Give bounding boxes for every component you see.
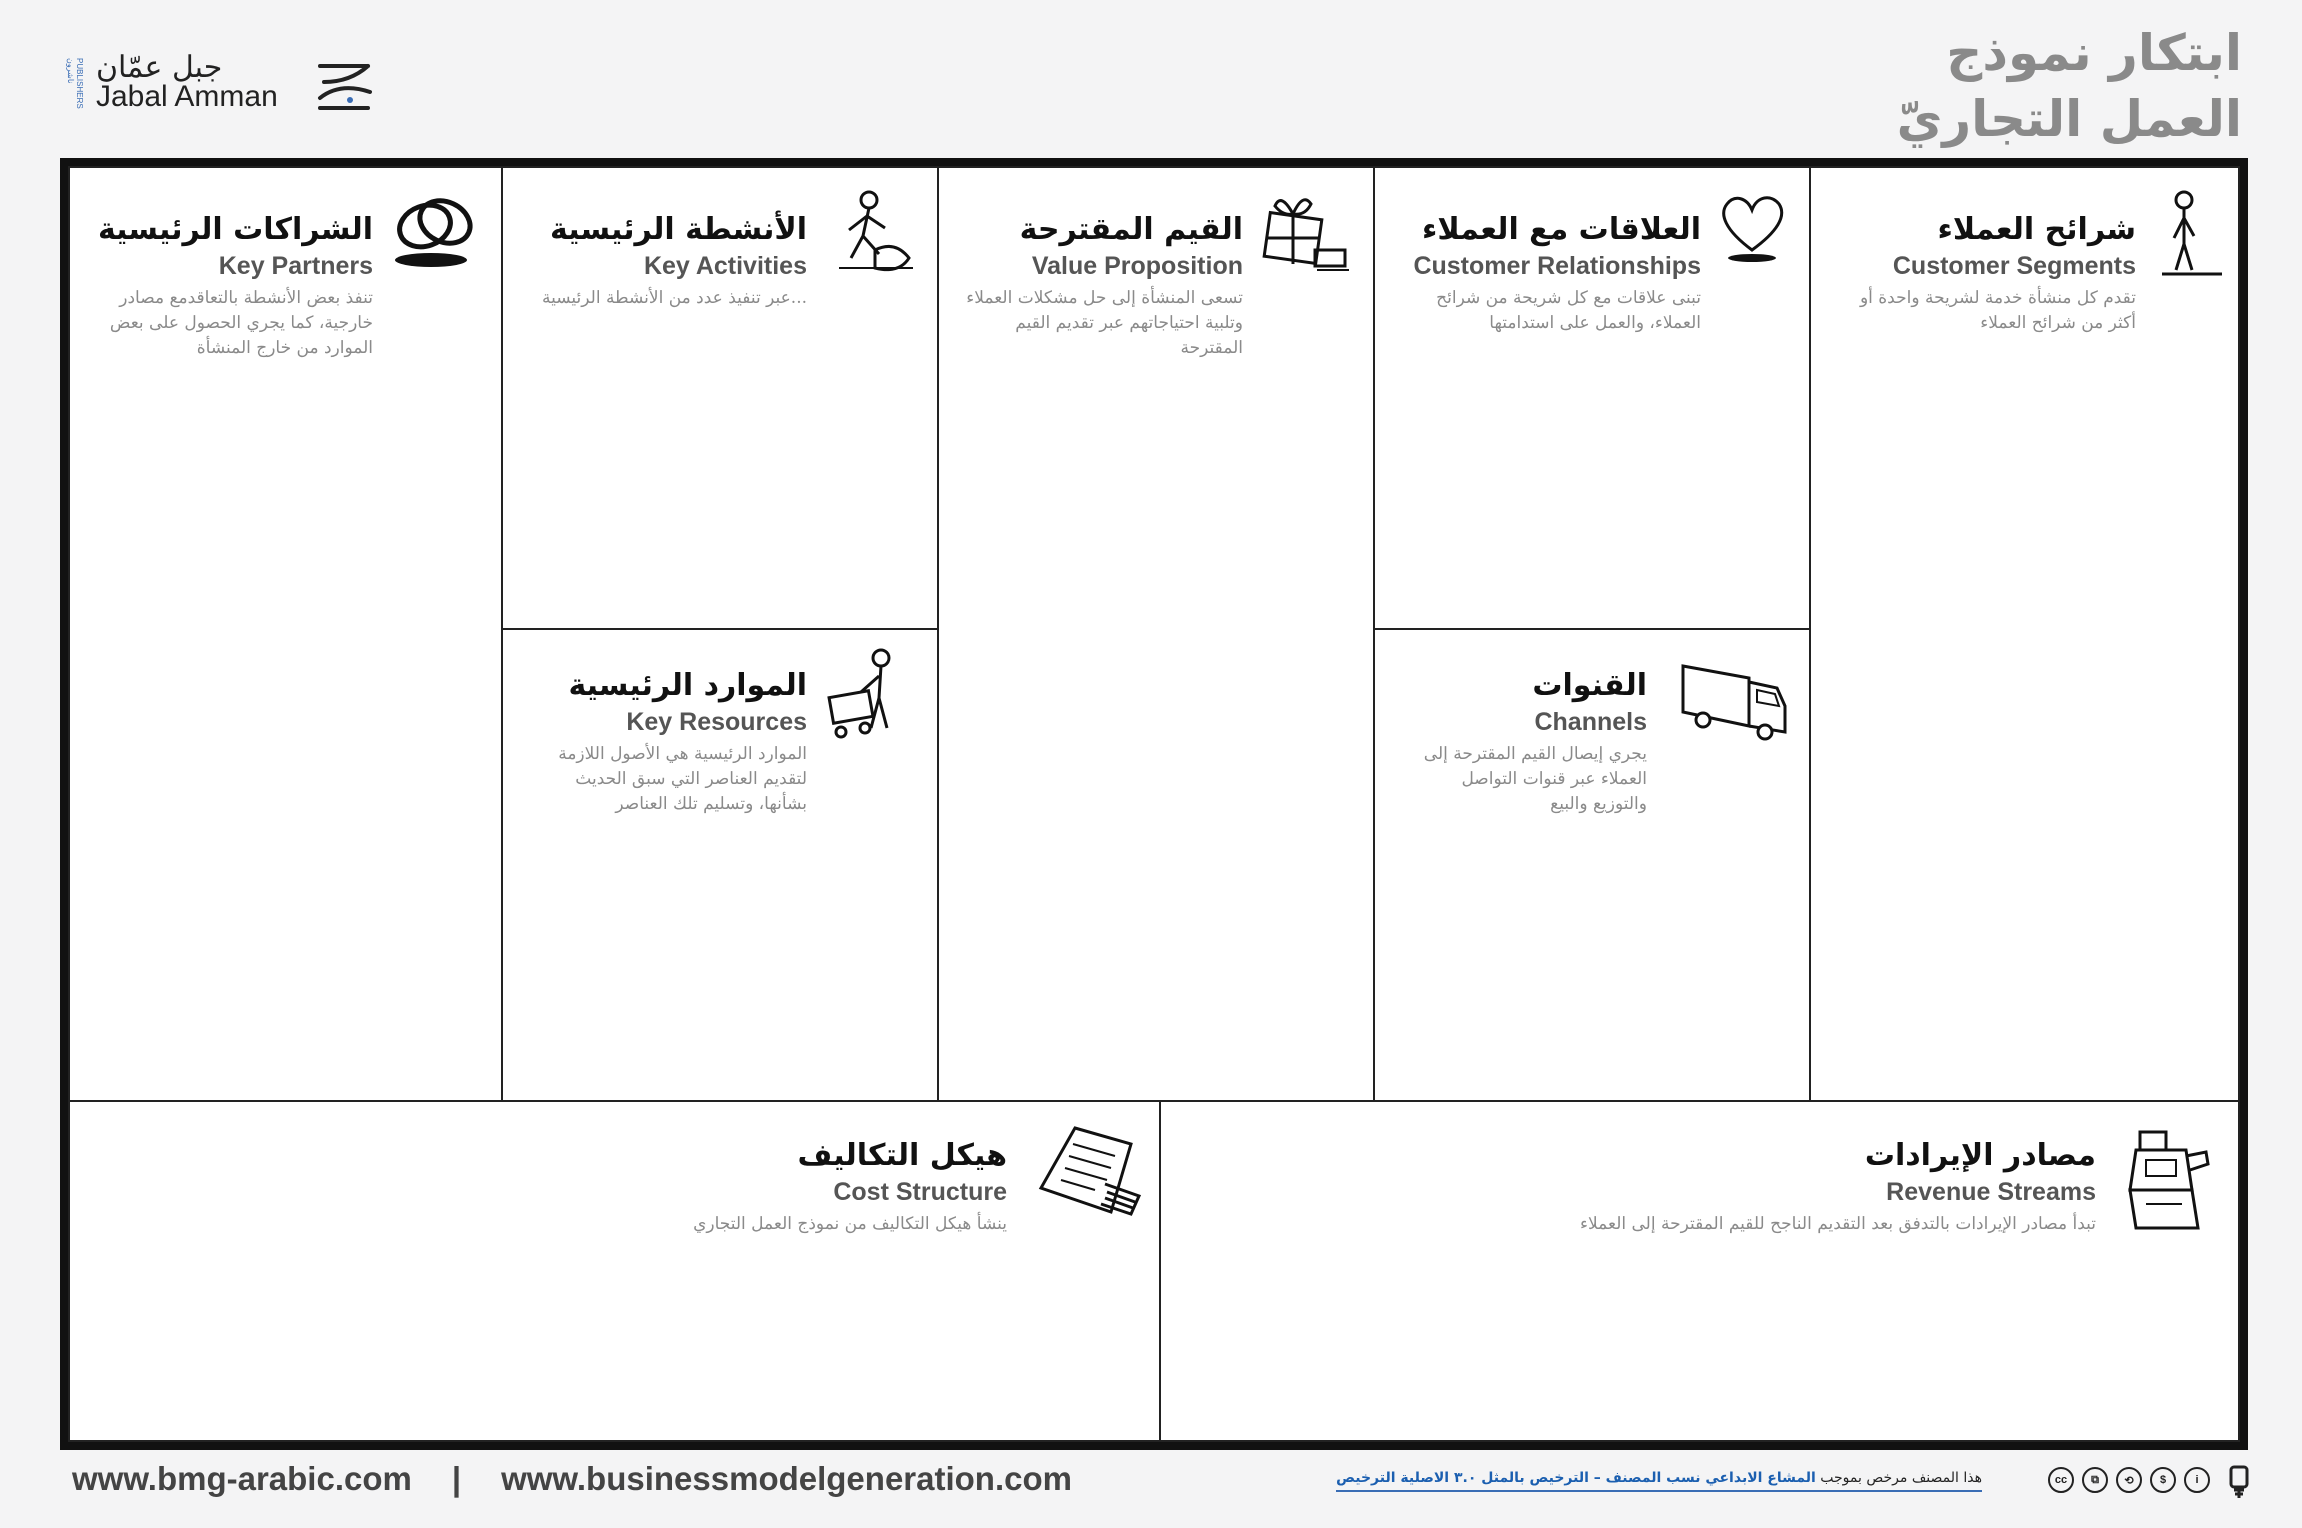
block-value-proposition[interactable] [937,166,1375,1102]
block-description: تقدم كل منشأة خدمة لشريحة واحدة أو أكثر من شرائح العملاء [1859,288,2136,333]
rings-icon [385,188,485,274]
block-title-en: Customer Relationships [1413,252,1701,280]
block-title: القيم المقترحة [1019,212,1243,247]
block-description: تسعى المنشأة إلى حل مشكلات العملاء وتلبية احتياجاتهم عبر تقديم القيم المقترحة [966,288,1243,358]
block-title: الأنشطة الرئيسية [550,212,807,247]
block-title: مصادر الإيرادات [1864,1138,2096,1173]
logo-english: Jabal Amman [96,80,278,113]
block-title: شرائح العملاء [1937,212,2136,247]
page-title [1822,20,2242,152]
sa-icon: ⟲ [2116,1467,2142,1493]
block-title-en: Cost Structure [833,1178,1007,1206]
footer-url-bmg[interactable]: www.bmg-arabic.com [72,1460,412,1497]
block-title: الشراكات الرئيسية [97,212,373,247]
share-icon: ⧉ [2082,1467,2108,1493]
block-title-en: Key Activities [643,252,807,280]
truck-icon [1679,656,1791,746]
block-key-partners[interactable] [68,166,503,1102]
block-title-en: Revenue Streams [1886,1178,2096,1206]
standing-person-icon [2154,188,2226,280]
heart-icon [1715,190,1789,268]
block-description: يجري إيصال القيم المقترحة إلى العملاء عبر قنوات التواصل والتوزيع والبيع [1423,744,1647,814]
logo-side-label: PUBLISHERS ناشرون [66,58,84,109]
block-customer-relationships[interactable] [1373,166,1811,630]
block-title: القنوات [1532,668,1647,703]
invoice-icon [1035,1122,1145,1218]
lightbulb-icon [2228,1464,2250,1500]
block-title: العلاقات مع العملاء [1422,212,1701,247]
block-title: الموارد الرئيسية [568,668,807,703]
block-title: هيكل التكاليف [797,1138,1007,1173]
block-description: تنفذ بعض الأنشطة بالتعاقدمع مصادر خارجية، كما يجري الحصول على بعض الموارد من خارج المنشأة [109,288,373,358]
page-title-line2: العمل التجاريّ [1896,90,2242,148]
block-title-en: Customer Segments [1892,252,2136,280]
license-link[interactable]: المشاع الابداعي نسب المصنف – الترخيص بالمثل ٣.٠ الاصلية الترخيص [1336,1470,1816,1486]
block-title-en: Value Proposition [1031,252,1243,280]
publisher-logo [60,52,380,118]
block-key-activities[interactable] [501,166,939,630]
logo-mark-icon [310,52,380,118]
cc-icons [2048,1467,2210,1493]
block-description: تبدأ مصادر الإيرادات بالتدفق بعد التقديم الناجح للقيم المقترحة إلى العملاء [1580,1214,2096,1234]
logo-arabic: جبل عمّان [96,50,223,85]
block-key-resources[interactable] [501,628,939,1102]
license-notice [1336,1470,1982,1492]
person-working-icon [829,188,917,280]
block-title-en: Key Partners [218,252,373,280]
footer-url-bmgen[interactable]: www.businessmodelgeneration.com [501,1460,1072,1497]
gift-box-icon [1257,184,1353,280]
block-title-en: Key Resources [626,708,807,736]
business-model-canvas [60,158,2248,1450]
cc-icon: cc [2048,1467,2074,1493]
page-title-line1: ابتكار نموذج [1946,24,2242,82]
footer-separator: | [451,1460,462,1497]
worker-cart-icon [825,646,917,746]
footer-links [72,1460,1072,1498]
block-customer-segments[interactable] [1809,166,2240,1102]
block-cost-structure[interactable] [68,1100,1161,1442]
block-description: الموارد الرئيسية هي الأصول اللازمة لتقديم العناصر التي سبق الحديث بشأنها، وتسليم تلك العناصر [558,744,807,814]
block-description: تبنى علاقات مع كل شريحة من شرائح العملاء، والعمل على استدامتها [1436,288,1701,333]
by-icon: i [2184,1467,2210,1493]
block-description: ينشأ هيكل التكاليف من نموذج العمل التجاري [693,1214,1007,1234]
block-description: ...عبر تنفيذ عدد من الأنشطة الرئيسية [541,288,807,308]
license-text: هذا المصنف مرخص بموجب [1820,1470,1982,1486]
block-title-en: Channels [1534,708,1647,736]
cash-register-icon [2126,1124,2214,1236]
block-channels[interactable] [1373,628,1811,1102]
block-revenue-streams[interactable] [1159,1100,2240,1442]
nc-icon: $ [2150,1467,2176,1493]
